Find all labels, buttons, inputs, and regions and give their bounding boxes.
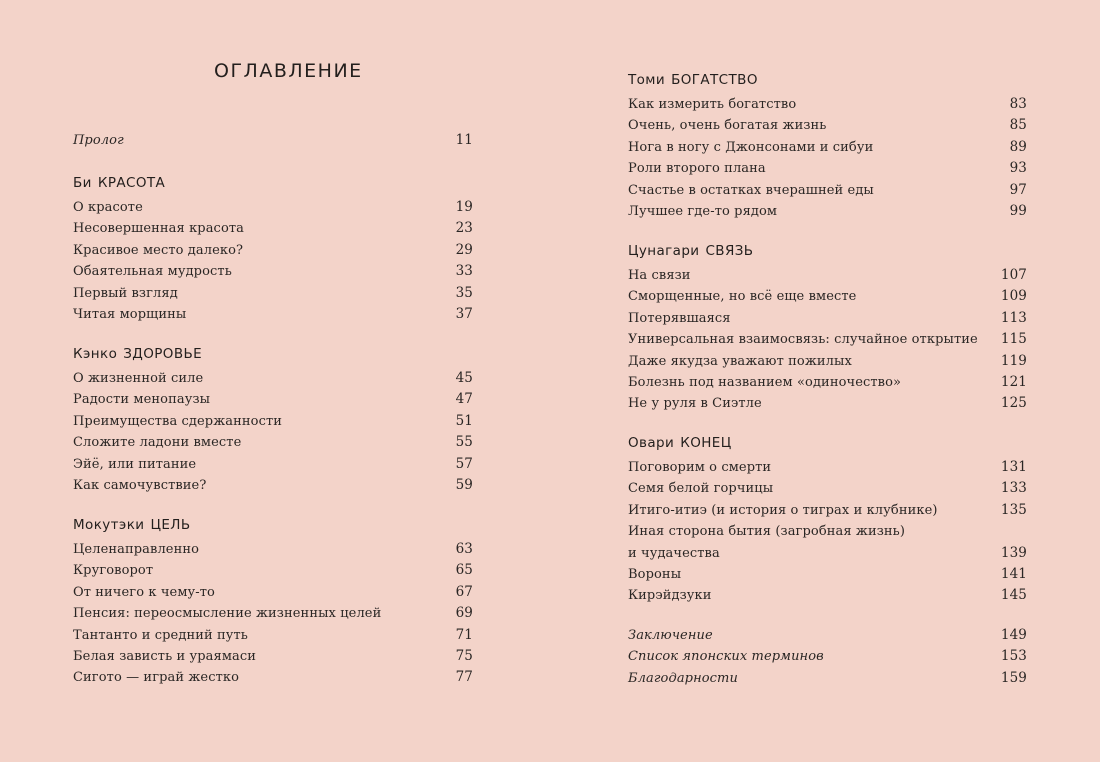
entry-page: 153 <box>1000 648 1027 665</box>
entry-title: Сложите ладони вместе <box>73 435 242 451</box>
toc-entry <box>73 560 473 581</box>
entry-title: О красоте <box>73 200 143 215</box>
section-japanese: Кэнко <box>73 346 118 362</box>
entry-page: 89 <box>1009 138 1027 155</box>
entry-page: 35 <box>455 284 473 301</box>
entry-title: Круговорот <box>73 563 154 579</box>
entry-page: 131 <box>1000 459 1027 475</box>
section-heading <box>628 432 1027 454</box>
toc-entry <box>73 603 473 624</box>
entry-page: 65 <box>455 562 473 579</box>
entry-page: 83 <box>1009 96 1027 112</box>
entry-title: Преимущества сдержанности <box>73 413 283 429</box>
entry-title: О жизненной силе <box>73 371 204 386</box>
toc-entry <box>628 668 1027 689</box>
toc-title: ОГЛАВЛЕНИЕ <box>214 60 363 82</box>
section-heading <box>73 343 473 365</box>
entry-title: Белая зависть и ураямаси <box>73 648 257 664</box>
section-russian: БОГАТСТВО <box>671 72 758 88</box>
toc-entry <box>628 308 1027 329</box>
entry-title: Целенаправленно <box>73 542 200 557</box>
toc-entry <box>628 500 1027 521</box>
entry-title: Болезнь под названием «одиночество» <box>628 374 902 390</box>
toc-entry <box>628 201 1027 222</box>
section-russian: КОНЕЦ <box>680 435 732 451</box>
toc-entry <box>73 218 473 239</box>
entry-page: 51 <box>455 412 473 429</box>
toc-entry <box>628 543 1027 564</box>
entry-title: Итиго-итиэ (и история о тиграх и клубнике) <box>628 502 938 518</box>
section-russian: СВЯЗЬ <box>705 243 754 259</box>
entry-title: Радости менопаузы <box>73 392 211 408</box>
section-end <box>628 432 1027 607</box>
entry-page: 109 <box>1000 288 1027 305</box>
entry-page: 139 <box>1000 544 1027 561</box>
entry-title: Сигото — играй жестко <box>73 670 240 686</box>
entry-page: 115 <box>1000 331 1027 348</box>
section-heading <box>73 514 473 536</box>
entry-page: 107 <box>1000 267 1027 283</box>
toc-entry <box>628 115 1027 136</box>
entry-title: Как измерить богатство <box>628 97 797 112</box>
entry-page: 149 <box>1000 627 1027 643</box>
appendix-entries <box>628 625 1027 689</box>
toc-entry <box>628 329 1027 350</box>
entry-title: Вороны <box>628 566 682 582</box>
section-beauty <box>73 172 473 325</box>
entry-title: Эйё, или питание <box>73 456 197 472</box>
entry-page: 121 <box>1000 373 1027 390</box>
toc-entry <box>628 585 1027 606</box>
entry-title: Как самочувствие? <box>73 477 207 493</box>
entry-page: 125 <box>1000 395 1027 412</box>
toc-entry <box>73 582 473 603</box>
section-heading <box>628 69 1027 91</box>
entry-page: 57 <box>455 455 473 472</box>
entry-page: 119 <box>1000 352 1027 369</box>
toc-entry <box>73 240 473 261</box>
entry-title: Не у руля в Сиэтле <box>628 396 762 412</box>
toc-entry <box>628 94 1027 115</box>
entry-title: Универсальная взаимосвязь: случайное открытие <box>628 332 978 348</box>
toc-entry <box>73 432 473 453</box>
entry-page: 145 <box>1000 587 1027 604</box>
entry-title: Пролог <box>73 133 124 148</box>
entry-title: Иная сторона бытия (загробная жизнь) <box>628 524 906 540</box>
section-purpose <box>73 514 473 689</box>
entry-title: Потерявшаяся <box>628 310 731 326</box>
entry-title: Семя белой горчицы <box>628 481 774 497</box>
entry-page: 141 <box>1000 565 1027 582</box>
entry-title: Первый взгляд <box>73 285 178 301</box>
toc-entry <box>73 304 473 325</box>
entry-title: Пенсия: переосмысление жизненных целей <box>73 606 382 622</box>
prolog-entry <box>73 130 473 151</box>
entry-page: 59 <box>455 476 473 493</box>
entry-page: 55 <box>455 434 473 451</box>
entry-title: Красивое место далеко? <box>73 242 244 258</box>
entry-title: Счастье в остатках вчерашней еды <box>628 182 874 198</box>
toc-entry <box>628 521 1027 542</box>
entry-page: 67 <box>455 583 473 600</box>
entry-page: 45 <box>455 370 473 386</box>
entry-page: 97 <box>1009 181 1027 198</box>
toc-entry <box>628 393 1027 414</box>
section-russian: КРАСОТА <box>97 175 166 191</box>
toc-entry <box>628 351 1027 372</box>
entry-page: 63 <box>455 541 473 557</box>
section-japanese: Цунагари <box>628 243 700 259</box>
entry-page: 113 <box>1000 309 1027 326</box>
entry-page: 29 <box>455 241 473 258</box>
entry-page: 19 <box>455 199 473 215</box>
entry-title: Заключение <box>628 628 713 643</box>
toc-entry <box>73 197 473 218</box>
toc-entry <box>73 667 473 688</box>
entry-page: 75 <box>455 647 473 664</box>
section-russian: ЦЕЛЬ <box>150 517 191 533</box>
entry-title: Благодарности <box>628 670 738 686</box>
toc-entry <box>73 539 473 560</box>
toc-entry <box>73 475 473 496</box>
entry-page: 133 <box>1000 480 1027 497</box>
entry-page: 71 <box>455 626 473 643</box>
section-russian: ЗДОРОВЬЕ <box>123 346 203 362</box>
toc-entry <box>628 158 1027 179</box>
entry-page: 93 <box>1009 160 1027 177</box>
entry-title: Тантанто и средний путь <box>73 627 248 643</box>
entry-page: 23 <box>455 220 473 237</box>
entry-title: Нога в ногу с Джонсонами и сибуи <box>628 139 874 155</box>
section-japanese: Мокутэки <box>73 517 145 533</box>
entry-title: Сморщенные, но всё еще вместе <box>628 289 857 305</box>
entry-title: Даже якудза уважают пожилых <box>628 353 852 369</box>
entry-page: 69 <box>455 605 473 622</box>
section-japanese: Овари <box>628 435 675 451</box>
entry-title: Лучшее где-то рядом <box>628 203 778 219</box>
entry-page: 11 <box>455 132 473 148</box>
toc-entry <box>73 368 473 389</box>
entry-title: Обаятельная мудрость <box>73 264 232 280</box>
toc-entry <box>73 625 473 646</box>
toc-entry <box>73 454 473 475</box>
entry-page: 47 <box>455 391 473 408</box>
toc-entry <box>628 137 1027 158</box>
entry-page: 33 <box>455 263 473 280</box>
entry-title: Несовершенная красота <box>73 221 245 237</box>
toc-entry <box>73 389 473 410</box>
section-health <box>73 343 473 496</box>
entry-title: Кирэйдзуки <box>628 588 712 604</box>
entry-page: 37 <box>455 305 473 322</box>
section-japanese: Томи <box>628 72 666 88</box>
entry-page: 159 <box>1000 669 1027 686</box>
toc-entry <box>73 130 473 151</box>
toc-entry <box>628 625 1027 646</box>
toc-entry <box>628 646 1027 667</box>
toc-entry <box>73 261 473 282</box>
toc-entry <box>73 283 473 304</box>
entry-page: 99 <box>1009 202 1027 219</box>
toc-entry <box>628 265 1027 286</box>
section-heading <box>73 172 473 194</box>
entry-title: Поговорим о смерти <box>628 460 772 475</box>
entry-page: 77 <box>455 669 473 686</box>
toc-entry <box>73 411 473 432</box>
entry-title: Читая морщины <box>73 306 187 322</box>
toc-entry <box>628 457 1027 478</box>
toc-entry <box>628 286 1027 307</box>
toc-entry <box>628 478 1027 499</box>
section-heading <box>628 240 1027 262</box>
entry-title: Роли второго плана <box>628 161 766 177</box>
entry-page: 135 <box>1000 501 1027 518</box>
toc-entry <box>628 564 1027 585</box>
entry-page: 85 <box>1009 117 1027 134</box>
entry-title: От ничего к чему-то <box>73 584 215 600</box>
entry-title: На связи <box>628 268 691 283</box>
entry-title: Список японских терминов <box>628 649 824 665</box>
section-japanese: Би <box>73 175 92 191</box>
entry-title: и чудачества <box>628 545 720 561</box>
toc-entry <box>73 646 473 667</box>
entry-title: Очень, очень богатая жизнь <box>628 118 827 134</box>
toc-entry <box>628 180 1027 201</box>
toc-entry <box>628 372 1027 393</box>
section-wealth <box>628 69 1027 222</box>
section-connection <box>628 240 1027 415</box>
